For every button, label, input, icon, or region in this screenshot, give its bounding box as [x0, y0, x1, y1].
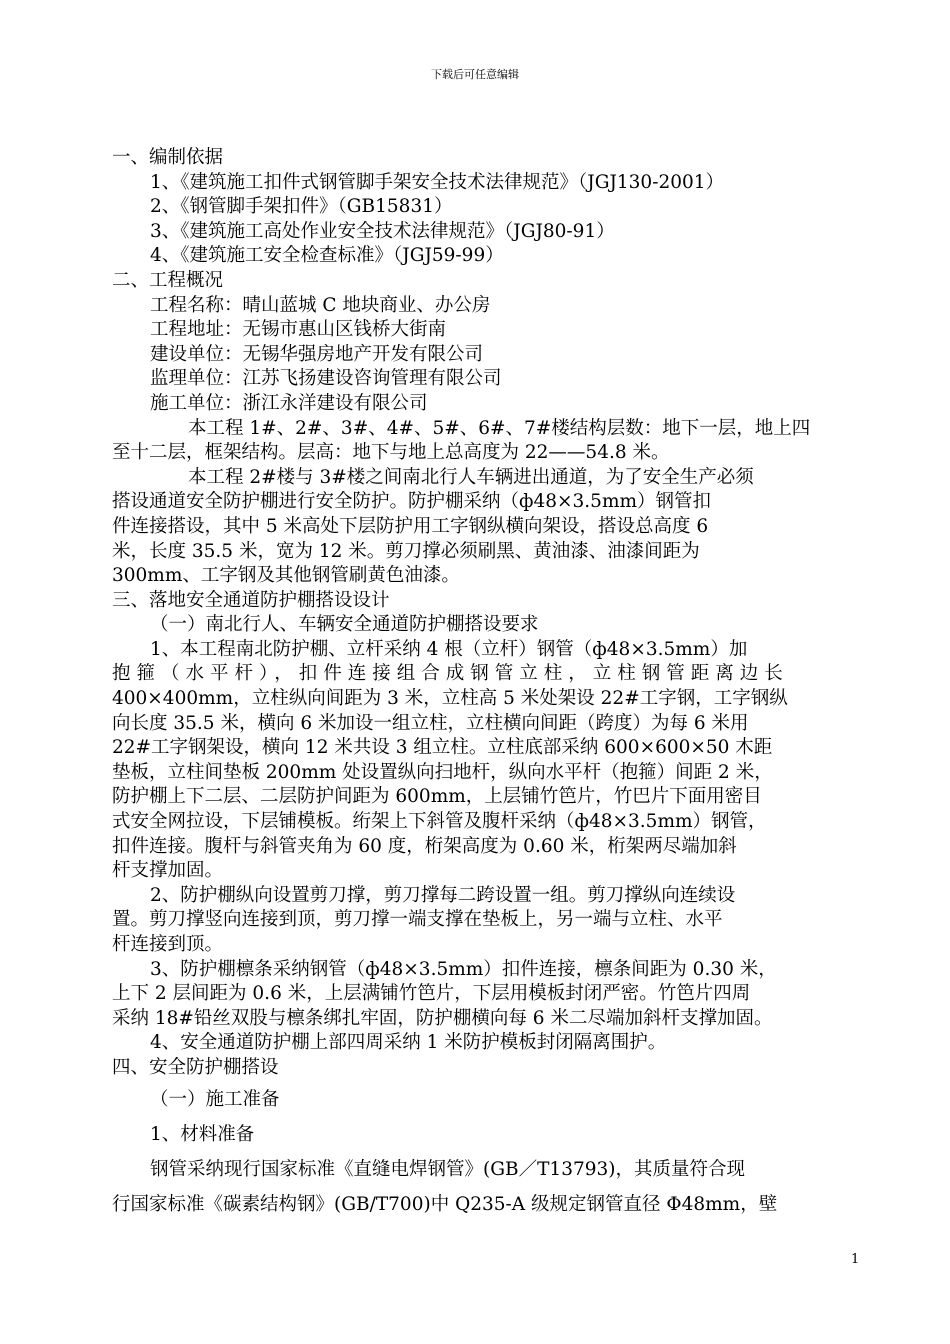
text-line: 防护棚上下二层、二层防护间距为 600mm，上层铺竹笆片，竹巴片下面用密目	[112, 786, 762, 808]
text-line: 行国家标准《碳素结构钢》(GB/T700)中 Q235-A 级规定钢管直径 Φ48mm，壁	[112, 1193, 778, 1215]
page-header: 下载后可任意编辑	[431, 68, 519, 81]
text-line: 米，长度 35.5 米，宽为 12 米。剪刀撑必须刷黑、黄油漆、油漆间距为	[112, 540, 700, 562]
section-heading: 三、落地安全通道防护棚搭设设计	[112, 589, 390, 611]
text-line: 件连接搭设，其中 5 米高处下层防护用工字钢纵横向架设，搭设总高度 6	[112, 515, 709, 537]
text-line: 4、安全通道防护棚上部四周采纳 1 米防护模板封闭隔离围护。	[150, 1032, 667, 1054]
text-line: 抱箍（水平杆），扣件连接组合成钢管立柱，立柱钢管距离边长	[112, 663, 789, 685]
text-line: 3、防护棚檩条采纳钢管（ф48×3.5mm）扣件连接，檩条间距为 0.30 米，	[150, 958, 777, 980]
text-line: 1、本工程南北防护棚、立杆采纳 4 根（立杆）钢管（ф48×3.5mm）加	[150, 638, 748, 660]
text-line: 搭设通道安全防护棚进行安全防护。防护棚采纳（ф48×3.5mm）钢管扣	[112, 491, 712, 513]
text-line: 2、《钢管脚手架扣件》（GB15831）	[150, 196, 453, 218]
text-line: 1、材料准备	[150, 1123, 255, 1145]
text-line: 置。剪刀撑竖向连接到顶，剪刀撑一端支撑在垫板上，另一端与立柱、水平	[112, 909, 723, 931]
text-line: 2、防护棚纵向设置剪刀撑，剪刀撑每二跨设置一组。剪刀撑纵向连续设	[150, 884, 736, 906]
text-line: 采纳 18#铅丝双股与檩条绑扎牢固，防护棚横向每 6 米二尽端加斜杆支撑加固。	[112, 1007, 773, 1029]
section-heading: 二、工程概况	[112, 269, 224, 291]
subsection-heading: （一）施工准备	[150, 1088, 280, 1110]
text-line: 300mm、工字钢及其他钢管刷黄色油漆。	[112, 565, 460, 587]
section-heading: 四、安全防护棚搭设	[112, 1056, 279, 1078]
section-heading: 一、编制依据	[112, 147, 224, 168]
text-line: 上下 2 层间距为 0.6 米，上层满铺竹笆片，下层用模板封闭严密。竹笆片四周	[112, 983, 751, 1005]
document-body	[112, 146, 860, 1221]
text-line: 式安全网拉设，下层铺模板。绗架上下斜管及腹杆采纳（ф48×3.5mm）钢管，	[112, 811, 767, 833]
text-line: 钢管采纳现行国家标准《直缝电焊钢管》(GB／T13793)，其质量符合现	[150, 1158, 746, 1180]
text-line: 22#工字钢架设，横向 12 米共设 3 组立柱。立柱底部采纳 600×600×50 木距	[112, 737, 773, 759]
text-line: 本工程 1#、2#、3#、4#、5#、6#、7#楼结构层数：地下一层，地上四	[188, 417, 811, 439]
text-line: 4、《建筑施工安全检查标准》（JGJ59-99）	[150, 245, 504, 267]
text-line: 工程名称：晴山蓝城 C 地块商业、办公房	[150, 294, 491, 316]
subsection-heading: （一）南北行人、车辆安全通道防护棚搭设要求	[150, 614, 539, 636]
text-line: 3、《建筑施工高处作业安全技术法律规范》（JGJ80-91）	[150, 220, 615, 242]
text-line: 杆连接到顶。	[112, 934, 224, 955]
page-number: 1	[851, 1252, 860, 1267]
text-line: 400×400mm，立柱纵向间距为 3 米，立柱高 5 米处架设 22#工字钢，工字钢纵	[112, 688, 788, 710]
text-line: 建设单位：无锡华强房地产开发有限公司	[150, 343, 484, 365]
text-line: 垫板，立柱间垫板 200mm 处设置纵向扫地杆，纵向水平杆（抱箍）间距 2 米，	[112, 761, 773, 783]
text-line: 工程地址：无锡市惠山区钱桥大街南	[150, 319, 447, 341]
text-line: 本工程 2#楼与 3#楼之间南北行人车辆进出通道，为了安全生产必须	[188, 466, 754, 488]
text-line: 监理单位：江苏飞扬建设咨询管理有限公司	[150, 368, 502, 390]
text-line: 至十二层，框架结构。层高：地下与地上总高度为 22——54.8 米。	[112, 442, 670, 464]
text-line: 向长度 35.5 米，横向 6 米加设一组立柱，立柱横向间距（跨度）为每 6 米用	[112, 712, 749, 734]
text-line: 施工单位：浙江永洋建设有限公司	[150, 392, 428, 414]
text-line: 1、《建筑施工扣件式钢管脚手架安全技术法律规范》（JGJ130-2001）	[150, 171, 725, 193]
text-line: 扣件连接。腹杆与斜管夹角为 60 度，桁架高度为 0.60 米，桁架两尽端加斜	[112, 835, 737, 857]
text-line: 杆支撑加固。	[112, 860, 224, 882]
